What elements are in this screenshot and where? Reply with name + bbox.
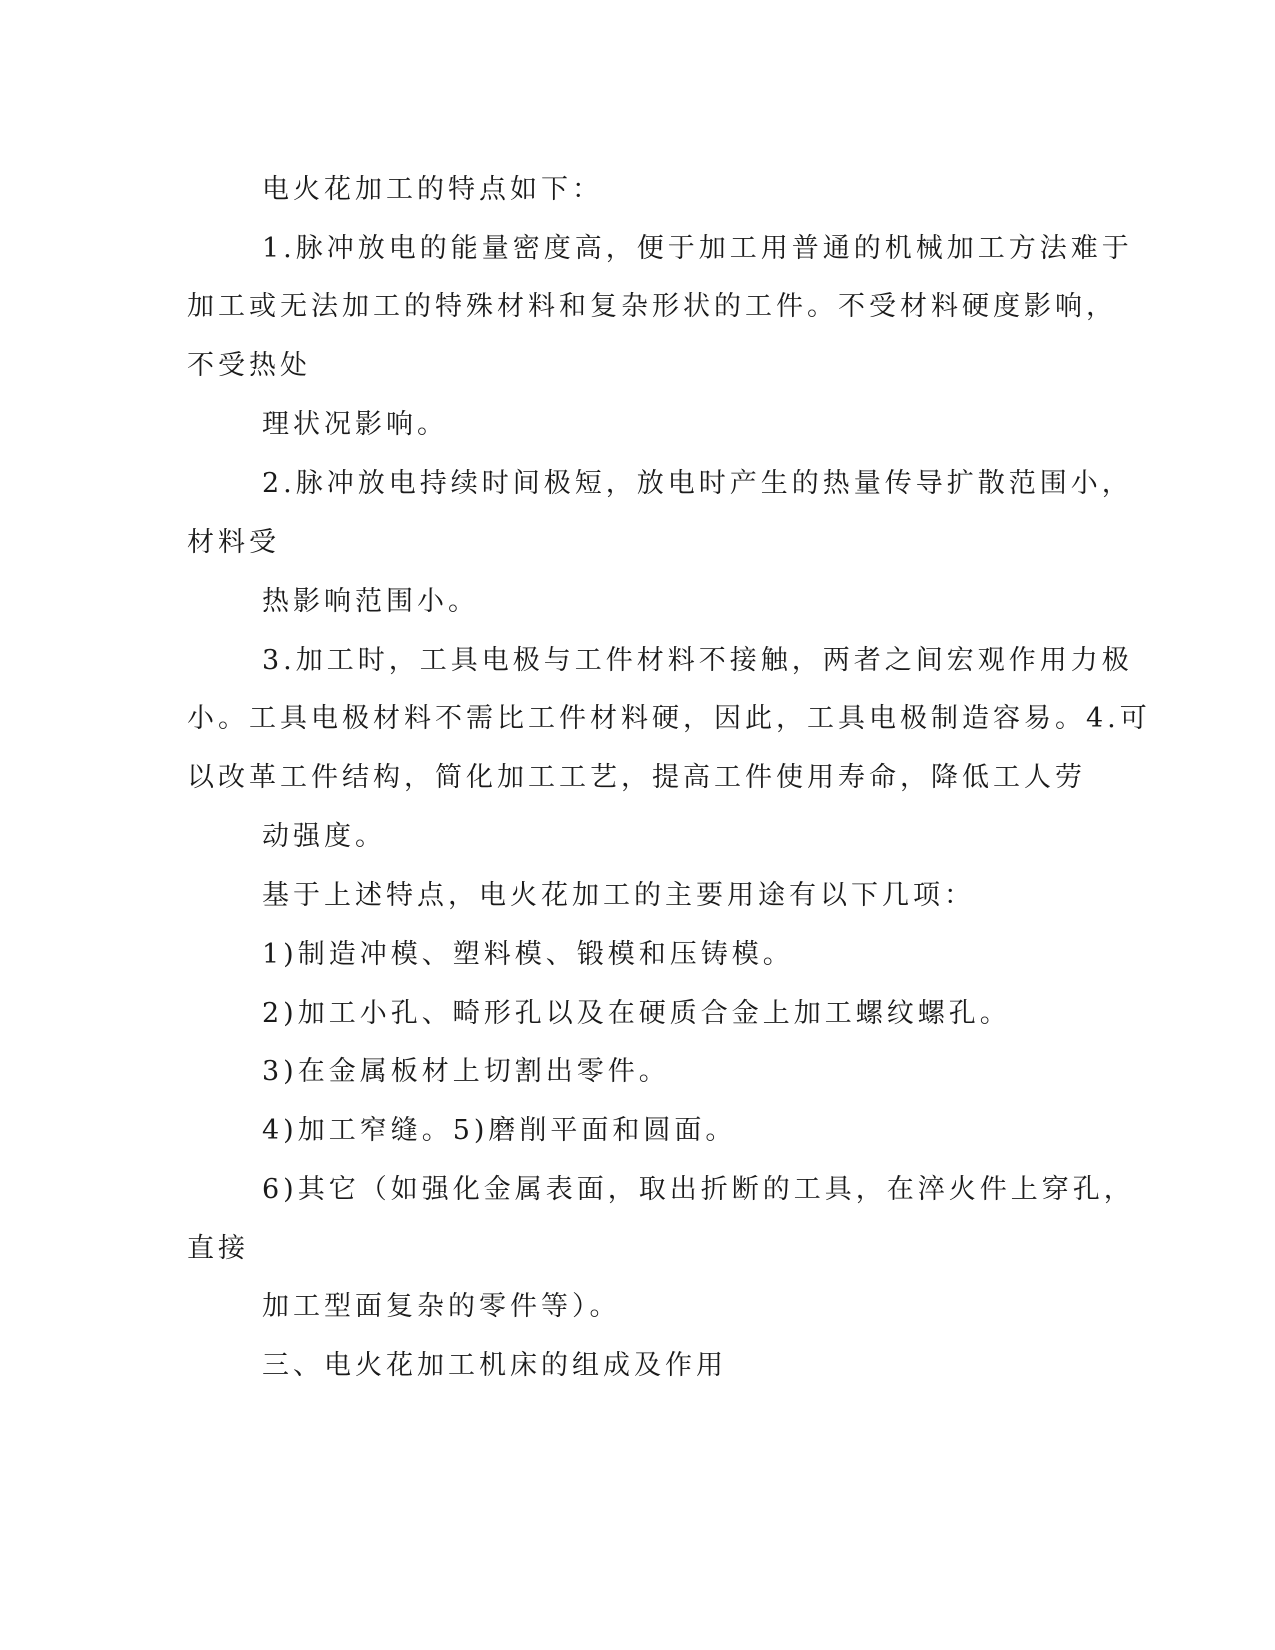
- text-line: 6)其它（如强化金属表面，取出折断的工具，在淬火件上穿孔，: [262, 1174, 1135, 1205]
- text-line: 小。工具电极材料不需比工件材料硬，因此，工具电极制造容易。4.可: [187, 703, 1151, 734]
- text-line: 电火花加工的特点如下：: [262, 174, 603, 205]
- text-line: 3.加工时，工具电极与工件材料不接触，两者之间宏观作用力极: [262, 645, 1133, 676]
- text-line: 1)制造冲模、塑料模、锻模和压铸模。: [262, 939, 794, 970]
- text-line: 3)在金属板材上切割出零件。: [262, 1056, 670, 1087]
- text-line: 2)加工小孔、畸形孔以及在硬质合金上加工螺纹螺孔。: [262, 998, 1011, 1029]
- text-line: 热影响范围小。: [262, 586, 479, 617]
- text-line: 基于上述特点，电火花加工的主要用途有以下几项：: [262, 880, 975, 911]
- text-line: 加工或无法加工的特殊材料和复杂形状的工件。不受材料硬度影响，: [187, 291, 1117, 322]
- text-line: 以改革工件结构，简化加工工艺，提高工件使用寿命，降低工人劳: [187, 762, 1086, 793]
- section-heading: 三、电火花加工机床的组成及作用: [262, 1350, 727, 1381]
- text-line: 直接: [187, 1233, 249, 1264]
- text-line: 加工型面复杂的零件等）。: [262, 1291, 621, 1322]
- text-line: 1.脉冲放电的能量密度高，便于加工用普通的机械加工方法难于: [262, 233, 1133, 264]
- text-line: 2.脉冲放电持续时间极短，放电时产生的热量传导扩散范围小，: [262, 468, 1133, 499]
- text-line: 理状况影响。: [262, 409, 448, 440]
- text-line: 动强度。: [262, 821, 386, 852]
- text-line: 不受热处: [187, 350, 311, 381]
- text-line: 4)加工窄缝。5)磨削平面和圆面。: [262, 1115, 737, 1146]
- text-line: 材料受: [187, 527, 280, 558]
